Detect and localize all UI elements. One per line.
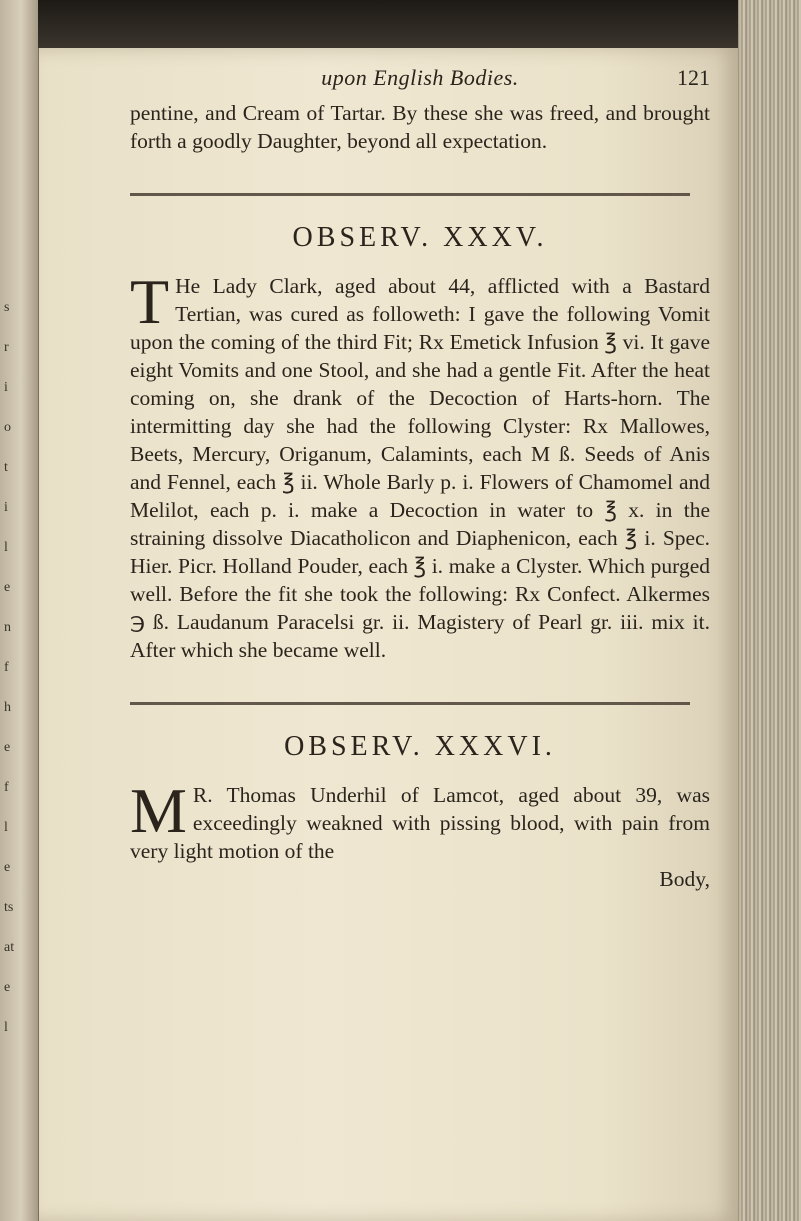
margin-fragment: e (4, 580, 11, 595)
facing-page-edge (0, 0, 38, 1221)
section-rule (130, 702, 690, 705)
observation-body (130, 775, 710, 893)
running-head-title: upon English Bodies. (321, 65, 519, 90)
margin-fragment: t (4, 460, 8, 475)
observation-body (130, 266, 710, 664)
catchword: Body, (659, 867, 710, 891)
margin-fragment: e (4, 860, 11, 875)
margin-fragment: at (4, 940, 15, 955)
margin-fragment: ts (4, 900, 14, 915)
margin-fragment: i (4, 380, 8, 395)
margin-fragment: e (4, 740, 11, 755)
observation-heading: OBSERV. XXXV. (292, 222, 548, 253)
margin-fragment: n (4, 620, 11, 635)
margin-fragment: l (4, 540, 8, 555)
page-number: 121 (677, 65, 710, 90)
margin-fragment: l (4, 820, 8, 835)
page-stack-edge (738, 0, 801, 1221)
margin-fragment: e (4, 980, 11, 995)
scan-top-shadow (0, 0, 801, 48)
drop-cap: T (130, 266, 170, 337)
margin-fragment: s (4, 300, 10, 315)
page-content (130, 65, 710, 893)
margin-fragment: f (4, 780, 9, 795)
margin-fragment: f (4, 660, 9, 675)
paragraph-continued: pentine, and Cream of Tartar. By these she was freed, and brought forth a goodly Daughter, beyond all expectation. (130, 101, 710, 153)
running-head (130, 65, 710, 99)
margin-fragment: l (4, 1020, 8, 1035)
margin-fragment: o (4, 420, 11, 435)
observation-text: He Lady Clark, aged about 44, afflicted with a Bastard Tertian, was cured as followeth: I gave the following Vomit upon the coming of the third Fit; Rx Emetick Infusion ℥ vi. It gave eight Vomits and one Stool, and she had a gentle Fit. After the heat coming on, she drank of the Decoction of Harts-horn. The intermitting day she had the following Clyster: Rx Mallowes, Beets, Mercury, Origanum, Calamints, each M ß. Seeds of Anis and Fennel, each ℥ ii. Whole Barly p. i. Flowers of Chamomel and Melilot, each p. i. make a Decoction in water to ℥ x. in the straining dissolve Diacatholicon and Diaphenicon, each ℥ i. Spec. Hier. Picr. Holland Pouder, each ℥ i. make a Clyster. Which purged well. Before the fit she took the following: Rx Confect. Alkermes ℈ ß. Laudanum Paracelsi gr. ii. Magistery of Pearl gr. iii. mix it. After which she became well. (130, 274, 710, 662)
observation-text: R. Thomas Underhil of Lamcot, aged about 39, was exceedingly weakned with pissing blood, with pain from very light motion of the (130, 783, 710, 863)
margin-fragment: h (4, 700, 11, 715)
drop-cap: M (130, 775, 187, 846)
margin-fragment: r (4, 340, 9, 355)
margin-fragment: i (4, 500, 8, 515)
observation-heading: OBSERV. XXXVI. (284, 731, 556, 762)
section-rule (130, 193, 690, 196)
